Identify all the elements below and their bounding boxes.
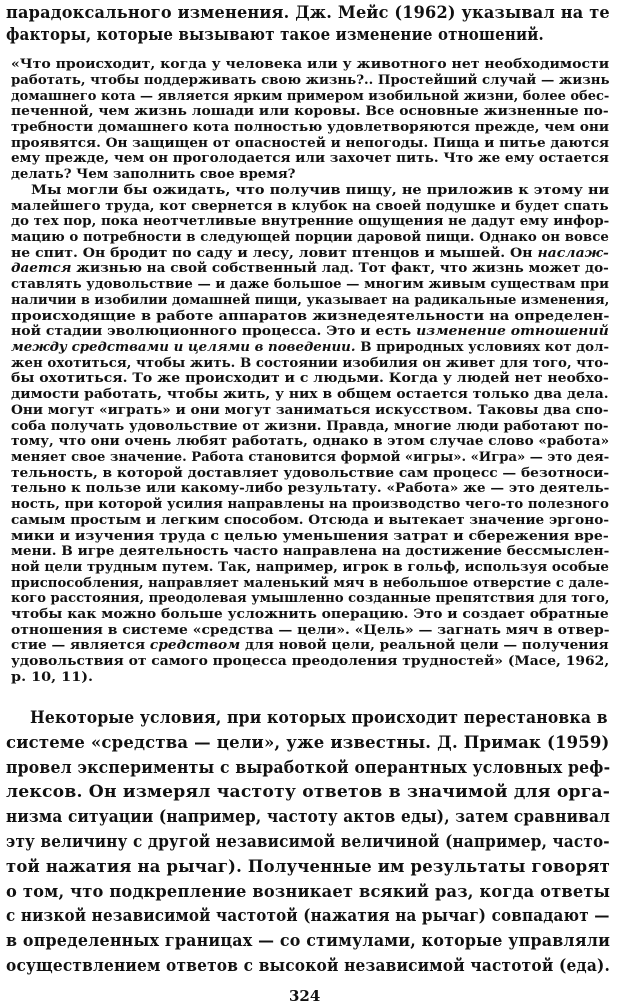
intro-line-2: факторы, которые вызывают такое изменение отношений.	[6, 24, 544, 44]
quote-line: ной цели трудным путем. Так, например, игрок в гольф, используя особые	[11, 559, 609, 575]
quote-line: ной стадии эволюционного процесса. Это и есть изменение отношений	[11, 324, 609, 340]
quote-line: ность, при которой усилия направлены на производство чего-то полезного	[11, 497, 609, 512]
body-line: той нажатия на рычаг). Полученные им результаты говорят	[6, 856, 611, 876]
emphasis-text: изменение отношений	[416, 324, 609, 340]
quote-line: домашнего кота — является ярким примером изобильной жизни, более обес-	[11, 88, 610, 104]
quote-line: мени. В игре деятельность часто направлена на достижение бессмыслен-	[11, 544, 610, 560]
quote-line: мацию о потребности в следующей порции даровой пищи. Однако он вовсе	[11, 229, 609, 245]
quote-line: отношения в системе «средства — цели». «Цель» — загнать мяч в отвер-	[11, 622, 610, 638]
emphasis-text: наслаж-	[537, 245, 609, 261]
emphasis-text: дается	[11, 261, 72, 277]
quote-line: стие — является средством для новой цели, реальной цели — получения	[11, 638, 609, 654]
body-line: лексов. Он измерял частоту ответов в значимой для орга-	[6, 782, 611, 802]
body-line: низма ситуации (например, частоту актов еды), затем сравнивал	[6, 807, 611, 827]
quote-line: проявятся. Он защищен от опасностей и непогоды. Пища и питье даются	[11, 135, 610, 151]
body-line: осуществлением ответов с высокой независимой частотой (еда).	[6, 956, 611, 975]
quote-line: наличии в изобилии домашней пищи, указывает на радикальные изменения,	[11, 292, 610, 308]
quote-line: Они могут «играть» и они могут заниматься искусством. Таковы два спо-	[11, 402, 609, 418]
quote-line: приспособления, направляет маленький мяч в небольшое отверстие с дале-	[11, 575, 610, 591]
quote-line: тому, что они очень любят работать, однако в этом случае слово «работа»	[11, 434, 610, 450]
body-line: о том, что подкрепление возникает всякий раз, когда ответы	[6, 881, 611, 901]
quote-line: жен охотиться, чтобы жить. В состоянии изобилия он живет для того, что-	[11, 355, 609, 371]
quote-line: тельность, в которой доставляет удовольствие сам процесс — безотноси-	[11, 465, 610, 481]
quote-line: удовольствия от самого процесса преодоления трудностей» (Масе, 1962,	[11, 654, 610, 670]
quote-line: дается жизнью на свой собственный лад. Тот факт, что жизнь может до-	[11, 261, 609, 277]
emphasis-text: средством	[149, 638, 241, 654]
quote-line: мики и изучения труда с целью уменьшения затрат и сбережения вре-	[11, 528, 609, 544]
body-line: в определенных границах — со стимулами, которые управляли	[6, 931, 611, 951]
quote-line: происходящие в работе аппаратов жизнедеятельности на определен-	[11, 308, 610, 324]
quote-line: кого расстояния, преодолевая умышленно созданные препятствия для того,	[11, 591, 610, 607]
quote-line: меняет свое значение. Работа становится формой «игры». «Игра» — это дея-	[11, 449, 610, 465]
quote-line: ему прежде, чем он проголодается или захочет пить. Что же ему остается	[11, 151, 609, 167]
quote-line: тельно к пользе или какому-либо результату. «Работа» же — это деятель-	[11, 481, 610, 497]
quote-line: до тех пор, пока неотчетливые внутренние ощущения не дадут ему инфор-	[11, 214, 610, 230]
quote-line: самым простым и легким способом. Отсюда и вытекает значение эргоно-	[11, 512, 610, 528]
body-line: с низкой независимой частотой (нажатия на рычаг) совпадают —	[6, 906, 610, 926]
body-line: провел эксперименты с выработкой оперантных условных реф-	[6, 757, 611, 777]
page-number: 324	[289, 987, 321, 1005]
body-line: Некоторые условия, при которых происходит перестановка в	[30, 707, 608, 727]
quote-line: работать, чтобы поддерживать свою жизнь?.. Простейший случай — жизнь	[11, 72, 610, 88]
quote-line: между средствами и целями в поведении. В природных условиях кот дол-	[11, 339, 610, 355]
quote-line: соба получать удовольствие от жизни. Правда, многие люди работают по-	[11, 418, 609, 434]
body-line: системе «средства — цели», уже известны. Д. Примак (1959)	[6, 732, 610, 752]
quote-line: печенной, чем жизнь лошади или коровы. Все основные жизненные по-	[11, 104, 609, 120]
quote-line: требности домашнего кота полностью удовлетворяются прежде, чем они	[11, 119, 610, 135]
quote-line: чтобы как можно больше усложнить операцию. Это и создает обратные	[11, 607, 609, 622]
quote-line: малейшего труда, кот свернется в клубок на своей подушке и будет спать	[11, 198, 609, 214]
quote-line: ставлять удовольствие — и даже большое — многим живым существам при	[11, 277, 610, 292]
body-line: эту величину с другой независимой величиной (например, часто-	[6, 832, 610, 851]
quote-line: Мы могли бы ожидать, что получив пищу, не приложив к этому ни	[31, 182, 610, 198]
quote-line: бы охотиться. То же происходит и с людьми. Когда у людей нет необхо-	[11, 371, 609, 387]
quote-line: не спит. Он бродит по саду и лесу, ловит птенцов и мышей. Он наслаж-	[11, 245, 609, 261]
quote-line: димости работать, чтобы жить, у них в общем остается только два дела.	[11, 387, 609, 402]
intro-line-1: парадоксального изменения. Дж. Мейс (1962) указывал на те	[6, 3, 610, 23]
quote-line: «Что происходит, когда у человека или у животного нет необходимости	[11, 57, 610, 73]
quote-line: делать? Чем заполнить свое время?	[11, 167, 296, 183]
quote-line: р. 10, 11).	[11, 669, 94, 685]
emphasis-text: между средствами и целями в поведении.	[11, 339, 356, 355]
